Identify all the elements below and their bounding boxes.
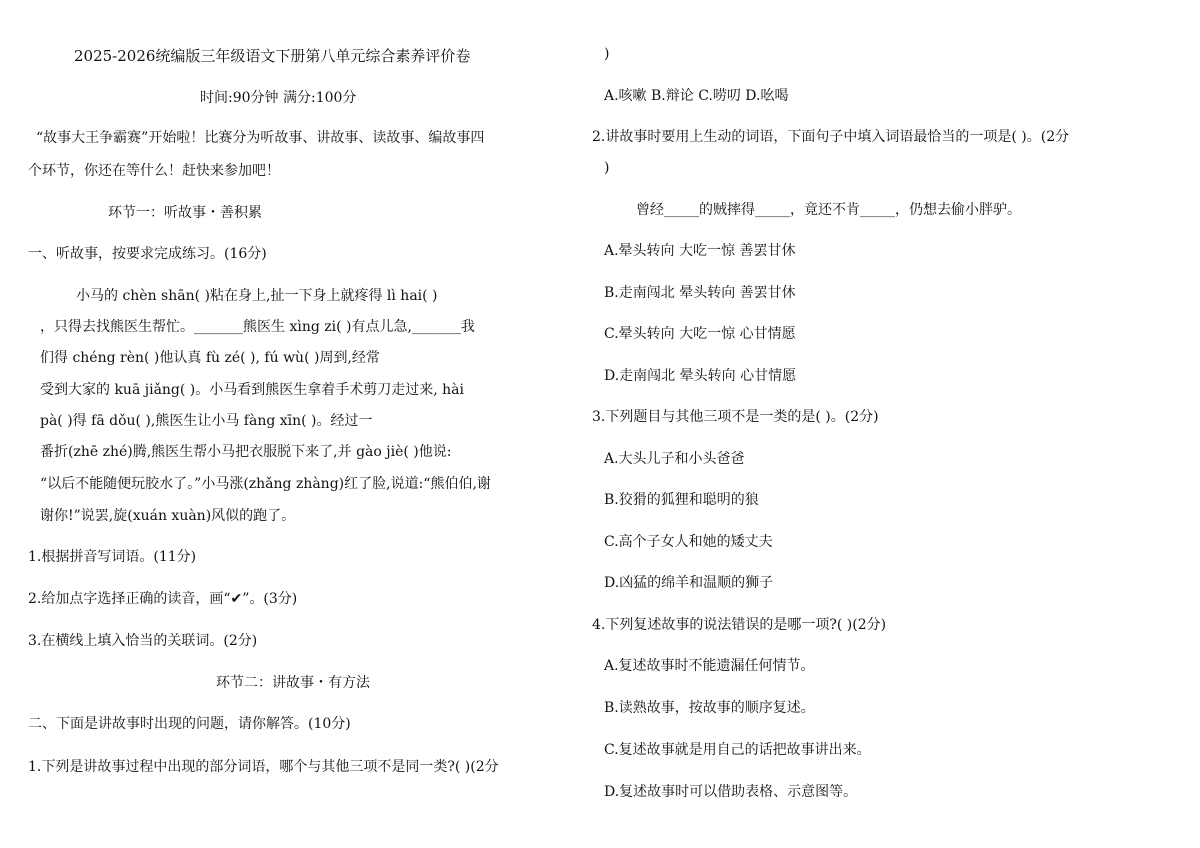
- part2-q1-options: A.咳嗽 B.辩论 C.唠叨 D.吆喝: [604, 88, 789, 104]
- option: A.晕头转向 大吃一惊 善罢甘休: [604, 243, 796, 259]
- fill-sentence: 曾经_____的贼摔得_____，竟还不肯_____，仍想去偷小胖驴。: [636, 202, 1021, 218]
- part2-question-2: 2.讲故事时要用上生动的词语，下面句子中填入词语最恰当的一项是( )。(2分: [592, 129, 1070, 145]
- passage-line: 番折(zhē zhé)腾,熊医生帮小马把衣服脱下来了,并 gào jiè( )他说:: [40, 444, 452, 460]
- question-1: 1.根据拼音写词语。(11分): [28, 549, 197, 565]
- option: A.大头儿子和小头爸爸: [604, 451, 745, 467]
- passage-line: ，只得去找熊医生帮忙。_______熊医生 xìng zi( )有点儿急,_______我: [40, 319, 475, 335]
- option: B.走南闯北 晕头转向 善罢甘休: [604, 285, 796, 301]
- intro-line-2: 个环节，你还在等什么！赶快来参加吧！: [28, 163, 280, 179]
- passage-line: 谢你!”说罢,旋(xuán xuàn)风似的跑了。: [40, 508, 296, 524]
- passage-line: 小马的 chèn shān( )粘在身上,扯一下身上就疼得 lì hai( ): [76, 288, 438, 304]
- part2-title: 二、下面是讲故事时出现的问题，请你解答。(10分): [28, 716, 351, 732]
- part1-title: 一、听故事，按要求完成练习。(16分): [28, 246, 267, 262]
- part2-question-2-cont: ): [604, 160, 610, 176]
- section2-heading: 环节二：讲故事・有方法: [216, 675, 370, 691]
- question-3: 3.在横线上填入恰当的关联词。(2分): [28, 633, 258, 649]
- option: D.复述故事时可以借助表格、示意图等。: [604, 784, 858, 800]
- option: D.凶猛的绵羊和温顺的狮子: [604, 575, 774, 591]
- option: D.走南闯北 晕头转向 心甘情愿: [604, 368, 797, 384]
- time-info: 时间:90分钟 满分:100分: [200, 90, 357, 106]
- right-column: [592, 0, 1152, 848]
- question-2: 2.给加点字选择正确的读音，画“✔”。(3分): [28, 591, 298, 607]
- option: C.高个子女人和她的矮丈夫: [604, 534, 773, 550]
- passage-line: “以后不能随便玩胶水了。”小马涨(zhǎng zhàng)红了脸,说道:“熊伯伯,谢: [40, 476, 491, 492]
- intro-line-1: “故事大王争霸赛”开始啦！比赛分为听故事、讲故事、读故事、编故事四: [36, 130, 485, 146]
- option: B.狡猾的狐狸和聪明的狼: [604, 492, 759, 508]
- part2-question-1: 1.下列是讲故事过程中出现的部分词语，哪个与其他三项不是同一类?( )(2分: [28, 759, 499, 775]
- passage-line: pà( )得 fā dǒu( ),熊医生让小马 fàng xīn( )。经过一: [40, 413, 373, 429]
- option: C.晕头转向 大吃一惊 心甘情愿: [604, 326, 796, 342]
- option: B.读熟故事，按故事的顺序复述。: [604, 700, 815, 716]
- option: C.复述故事就是用自己的话把故事讲出来。: [604, 742, 871, 758]
- part2-question-4: 4.下列复述故事的说法错误的是哪一项?( )(2分): [592, 617, 887, 633]
- page-title: 2025-2026统编版三年级语文下册第八单元综合素养评价卷: [74, 47, 471, 65]
- section1-heading: 环节一：听故事・善积累: [108, 205, 262, 221]
- passage-line: 们得 chéng rèn( )他认真 fù zé( ), fú wù( )周到,经常: [40, 350, 380, 366]
- continuation-paren: ): [604, 46, 610, 62]
- left-column: [28, 0, 588, 848]
- part2-question-3: 3.下列题目与其他三项不是一类的是( )。(2分): [592, 409, 879, 425]
- option: A.复述故事时不能遗漏任何情节。: [604, 658, 815, 674]
- passage-line: 受到大家的 kuā jiǎng( )。小马看到熊医生拿着手术剪刀走过来, hài: [40, 382, 465, 398]
